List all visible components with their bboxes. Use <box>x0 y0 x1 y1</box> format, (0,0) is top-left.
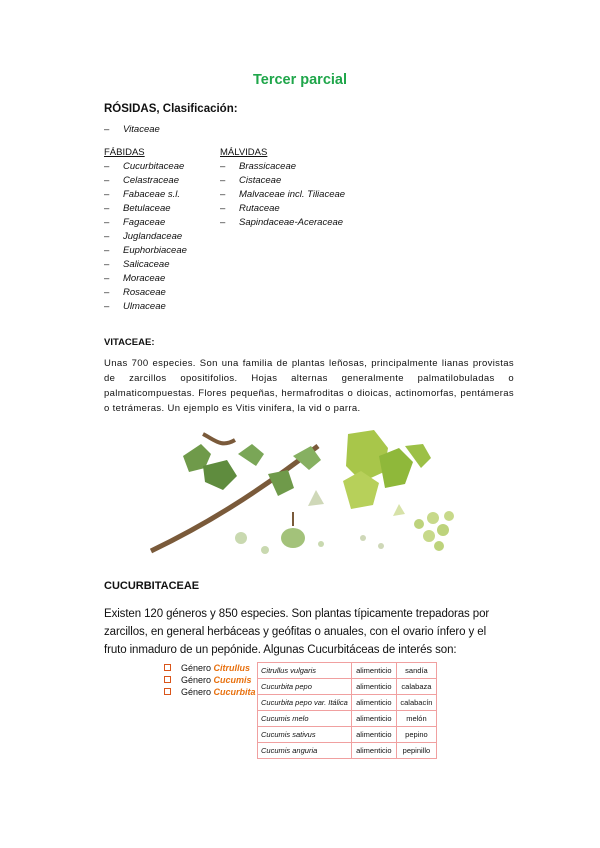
cucurbitaceae-heading: CUCURBITACEAE <box>104 580 200 592</box>
square-bullet-icon <box>164 664 171 671</box>
list-item: – Fabaceae s.l. <box>104 188 187 202</box>
table-row: Cucumis melo alimenticio melón <box>258 711 437 727</box>
vitis-illustration <box>143 426 475 563</box>
vitaceae-paragraph: Unas 700 especies. Son una familia de plantas leñosas, principalmente lianas provistas de zarcillos opositifolios. Hojas alternas generalmente palmatilobuladas o palmaticompuestas. Flores pequeñas, hermafroditas o dioicas, actinomorfas, pentámeras o tetrámeras. Un ejemplo es Vitis vinifera, la vid o parra. <box>104 358 514 414</box>
list-item: – Celastraceae <box>104 174 187 188</box>
list-item: – Salicaceae <box>104 258 187 272</box>
list-item: – Juglandaceae <box>104 230 187 244</box>
list-item: Género Cucurbita <box>164 686 256 698</box>
table-row: Cucumis sativus alimenticio pepino <box>258 727 437 743</box>
list-item: – Brassicaceae <box>220 160 345 174</box>
table-row: Cucumis anguria alimenticio pepinillo <box>258 743 437 759</box>
list-item: – Malvaceae incl. Tiliaceae <box>220 188 345 202</box>
list-item: – Euphorbiaceae <box>104 244 187 258</box>
list-item: – Fagaceae <box>104 216 187 230</box>
genus-name: Citrullus <box>213 663 251 673</box>
list-item: – Moraceae <box>104 272 187 286</box>
list-item: – Ulmaceae <box>104 300 187 314</box>
malvidas-column <box>220 146 345 230</box>
genus-name: Cucurbita <box>213 687 256 697</box>
vitaceae-heading: VITACEAE: <box>104 337 155 348</box>
list-item: – Rosaceae <box>104 286 187 300</box>
list-item: – Vitaceae <box>104 123 160 137</box>
table-row: Citrullus vulgaris alimenticio sandía <box>258 663 437 679</box>
fabidas-list <box>104 160 187 314</box>
rosidas-heading: RÓSIDAS, Clasificación: <box>104 103 238 115</box>
square-bullet-icon <box>164 676 171 683</box>
list-item: – Betulaceae <box>104 202 187 216</box>
page-title: Tercer parcial <box>252 72 348 88</box>
cucurbitaceae-paragraph: Existen 120 géneros y 850 especies. Son plantas típicamente trepadoras por zarcillos, en general herbáceas y geófitas o anuales, con el ovario ínfero y el fruto inmaduro de un pepónide. Algunas Cucurbitáceas de interés son: <box>104 608 490 656</box>
list-item: Género Citrullus <box>164 662 256 674</box>
square-bullet-icon <box>164 688 171 695</box>
fabidas-heading: FÁBIDAS <box>104 147 145 158</box>
species-table <box>257 662 437 759</box>
genus-list <box>164 662 256 698</box>
table-row: Cucurbita pepo alimenticio calabaza <box>258 679 437 695</box>
list-item: – Cistaceae <box>220 174 345 188</box>
malvidas-list <box>220 160 345 230</box>
fabidas-column <box>104 146 187 314</box>
rosidas-top-list <box>104 123 160 137</box>
list-item: Género Cucumis <box>164 674 256 686</box>
table-row: Cucurbita pepo var. Itálica alimenticio calabacín <box>258 695 437 711</box>
malvidas-heading: MÁLVIDAS <box>220 147 268 158</box>
list-item: – Cucurbitaceae <box>104 160 187 174</box>
list-item: – Sapindaceae-Aceraceae <box>220 216 345 230</box>
genus-name: Cucumis <box>213 675 252 685</box>
list-item: – Rutaceae <box>220 202 345 216</box>
